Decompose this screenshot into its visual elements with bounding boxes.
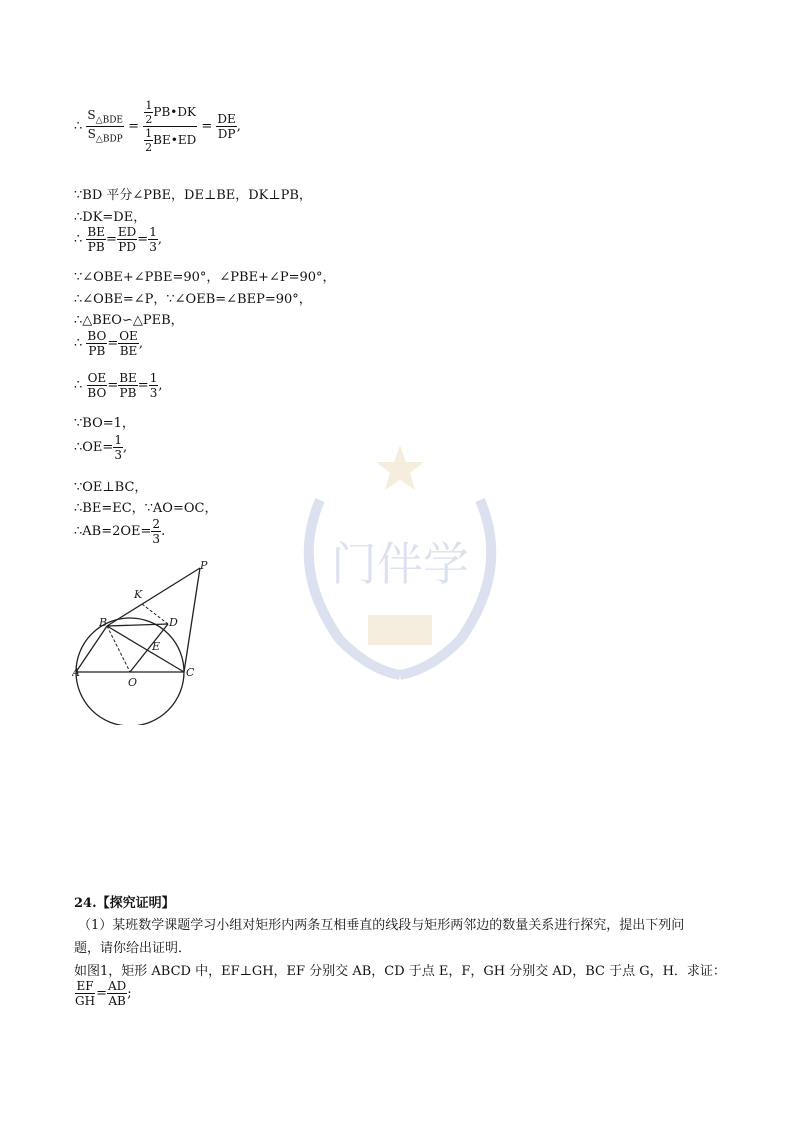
geometry-diagram bbox=[72, 560, 222, 725]
line-10: ∵BO=1， bbox=[74, 416, 135, 431]
area-ratio-fraction: $\frac{S_{\triangle BDE}}{S_{\triangle BDP}}$ bbox=[87, 107, 123, 145]
line-6: ∴∠OBE=∠P，∵∠OEB=∠BEP=90°， bbox=[74, 292, 312, 307]
question-heading: 24.【探究证明】 bbox=[74, 896, 175, 911]
segment-pc bbox=[184, 568, 200, 672]
line-12: ∵OE⊥BC， bbox=[74, 480, 148, 495]
label-k: K bbox=[134, 588, 143, 601]
label-b: B bbox=[99, 616, 108, 629]
de-dp-fraction: $\frac{DE}{DP}$ bbox=[217, 112, 236, 141]
watermark-logo bbox=[280, 440, 520, 690]
half-product-fraction: $\frac{1}{2}$ PB•DK $\frac{1}{2}$ BE•ED bbox=[145, 99, 197, 154]
line-3: ∴DK=DE， bbox=[74, 210, 147, 225]
label-e: E bbox=[152, 640, 161, 653]
line-13: ∴BE=EC，∵AO=OC， bbox=[74, 501, 218, 516]
question-formula: $\frac{EF}{GH}$ = $\frac{AD}{AB}$ ; bbox=[75, 979, 132, 1008]
line-8: ∴ $\frac{BO}{PB}$ = $\frac{OE}{BE}$ , bbox=[74, 329, 143, 358]
segment-od bbox=[130, 624, 168, 672]
label-c: C bbox=[186, 666, 195, 679]
line-4: ∴ $\frac{BE}{PB}$ = $\frac{ED}{PD}$ = $\frac{1}{3}$ , bbox=[74, 225, 162, 254]
watermark-text: 门伴学 bbox=[331, 537, 469, 591]
line-14: ∴AB=2OE= $\frac{2}{3}$ . bbox=[74, 517, 166, 546]
label-p: P bbox=[200, 560, 208, 572]
question-paragraph-2: 题，请你给出证明． bbox=[74, 941, 192, 956]
line-11: ∴OE= $\frac{1}{3}$ , bbox=[74, 433, 128, 462]
question-paragraph-3: 如图1，矩形 ABCD 中，EF⊥GH，EF 分别交 AB，CD 于点 E，F，GH 分别交 AD，BC 于点 G，H．求证： bbox=[74, 964, 726, 979]
line-2: ∵BD 平分∠PBE，DE⊥BE，DK⊥PB， bbox=[74, 188, 312, 203]
line-7: ∴△BEO∽△PEB， bbox=[74, 313, 184, 328]
question-paragraph-1: （1）某班数学课题学习小组对矩形内两条互相垂直的线段与矩形两邻边的数量关系进行探究，提出下列问 bbox=[78, 918, 685, 933]
line-9: ∴ $\frac{OE}{BO}$ = $\frac{BE}{PB}$ = $\frac{1}{3}$ , bbox=[74, 371, 163, 400]
label-o: O bbox=[128, 676, 138, 689]
therefore-symbol: ∴ bbox=[74, 119, 83, 134]
label-d: D bbox=[169, 616, 178, 629]
segment-bp bbox=[107, 568, 200, 626]
line-5: ∵∠OBE+∠PBE=90°，∠PBE+∠P=90°， bbox=[74, 270, 336, 285]
line-1: ∴ $\frac{S_{\triangle BDE}}{S_{\triangle BDP}}$ = $\frac{1}{2}$ PB•DK $\frac{1}{2}$ BE•ED = $\frac{DE}{DP}$ , bbox=[74, 99, 241, 154]
label-a: A bbox=[72, 666, 80, 679]
